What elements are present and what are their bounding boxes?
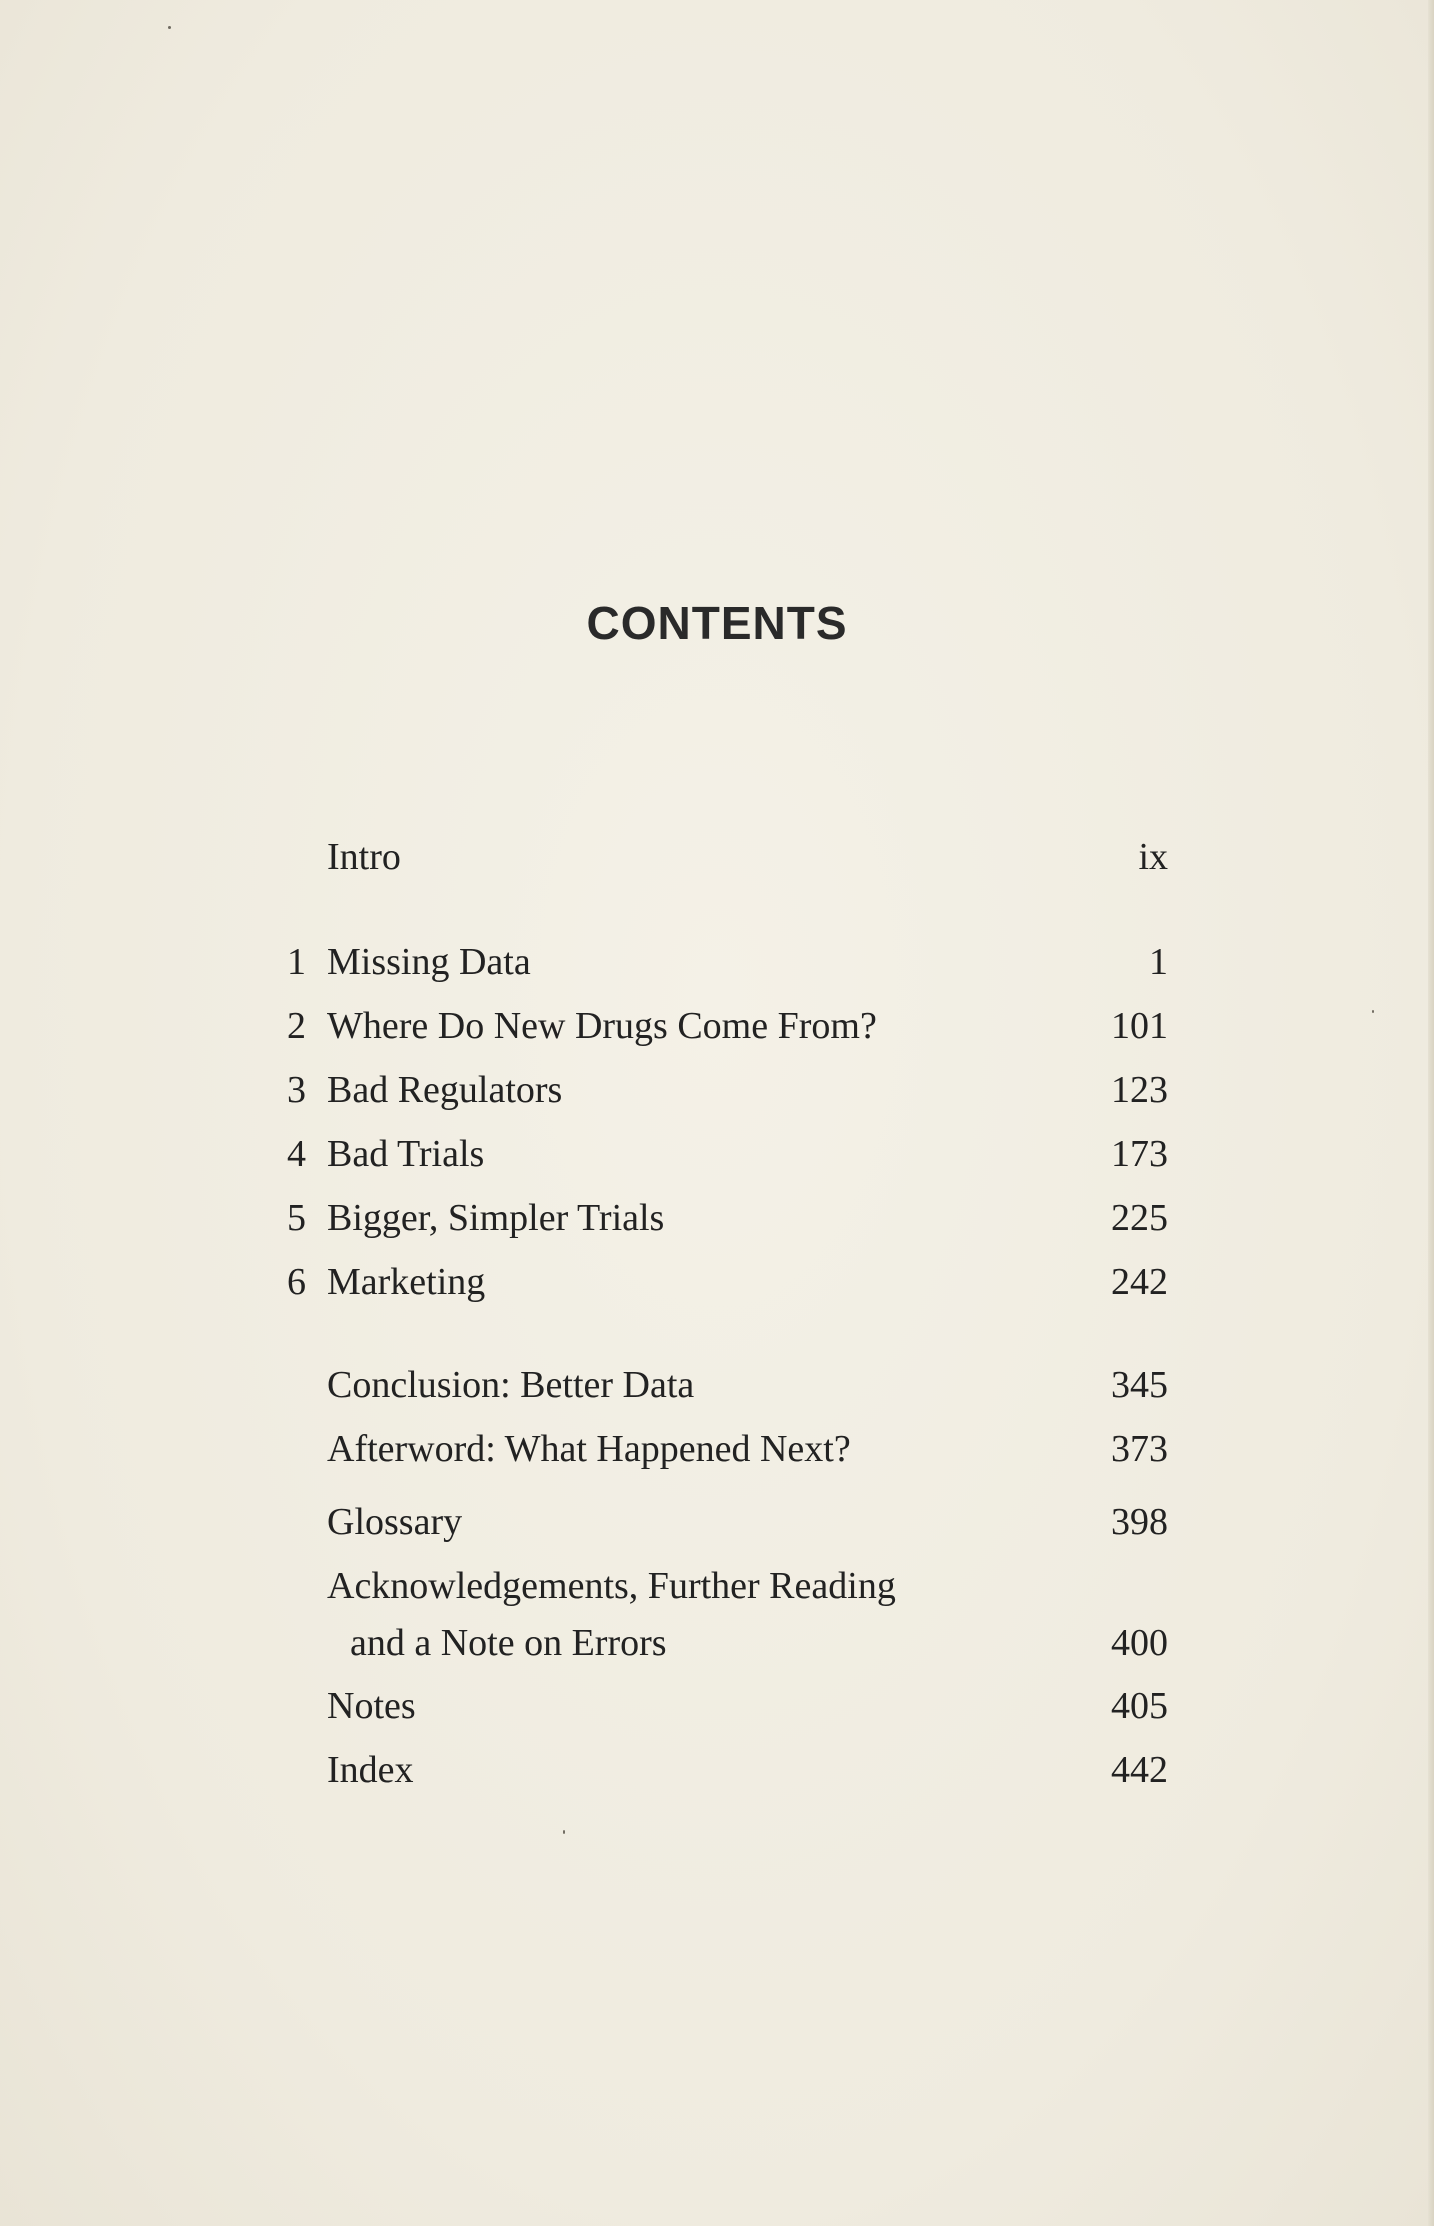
- toc-title: Acknowledgements, Further Reading: [327, 1565, 896, 1607]
- toc-title: Where Do New Drugs Come From?: [327, 1005, 877, 1047]
- toc-number: 6: [287, 1261, 306, 1303]
- toc-entry-intro: [0, 829, 1434, 885]
- toc-page-number: 373: [1111, 1428, 1168, 1470]
- toc-entry-chapter-1: [0, 934, 1434, 990]
- toc-page-number: 1: [1149, 941, 1168, 983]
- toc-number: 4: [287, 1133, 306, 1175]
- toc-entry-afterword: [0, 1421, 1434, 1477]
- toc-entry-chapter-3: [0, 1062, 1434, 1118]
- toc-entry-conclusion: [0, 1357, 1434, 1413]
- toc-title: Conclusion: Better Data: [327, 1364, 695, 1406]
- toc-entry-glossary: [0, 1494, 1434, 1550]
- toc-entry-notes: [0, 1678, 1434, 1734]
- toc-title: Missing Data: [327, 941, 531, 983]
- toc-page-number: 345: [1111, 1364, 1168, 1406]
- toc-title: Index: [327, 1749, 414, 1791]
- toc-page-number: 405: [1111, 1685, 1168, 1727]
- toc-title: Bigger, Simpler Trials: [327, 1197, 665, 1239]
- toc-entry-acknowledgements: [0, 1558, 1434, 1614]
- toc-entry-chapter-4: [0, 1126, 1434, 1182]
- paper-speck: [1372, 1010, 1374, 1013]
- toc-page-number: 400: [1111, 1622, 1168, 1664]
- toc-title: Notes: [327, 1685, 416, 1727]
- toc-page-number: 442: [1111, 1749, 1168, 1791]
- toc-number: 2: [287, 1005, 306, 1047]
- toc-title: Marketing: [327, 1261, 486, 1303]
- toc-number: 5: [287, 1197, 306, 1239]
- toc-number: 1: [287, 941, 306, 983]
- toc-title: Bad Regulators: [327, 1069, 563, 1111]
- toc-entry-chapter-6: [0, 1254, 1434, 1310]
- toc-page-number: 173: [1111, 1133, 1168, 1175]
- paper-speck: [563, 1830, 565, 1834]
- page-title: CONTENTS: [586, 597, 848, 649]
- toc-title: and a Note on Errors: [350, 1622, 667, 1664]
- paper-speck: [168, 26, 171, 29]
- toc-page-number: 225: [1111, 1197, 1168, 1239]
- toc-title: Glossary: [327, 1501, 463, 1543]
- toc-title: Bad Trials: [327, 1133, 485, 1175]
- toc-page-number: 101: [1111, 1005, 1168, 1047]
- toc-entry-chapter-2: [0, 998, 1434, 1054]
- toc-title: Afterword: What Happened Next?: [327, 1428, 851, 1470]
- toc-number: 3: [287, 1069, 306, 1111]
- toc-page-number: 242: [1111, 1261, 1168, 1303]
- toc-page-number: ix: [1138, 836, 1168, 878]
- toc-page-number: 123: [1111, 1069, 1168, 1111]
- toc-entry-index: [0, 1742, 1434, 1798]
- toc-title: Intro: [327, 836, 401, 878]
- toc-page-number: 398: [1111, 1501, 1168, 1543]
- toc-entry-acknowledgements-continued: [0, 1615, 1434, 1671]
- toc-entry-chapter-5: [0, 1190, 1434, 1246]
